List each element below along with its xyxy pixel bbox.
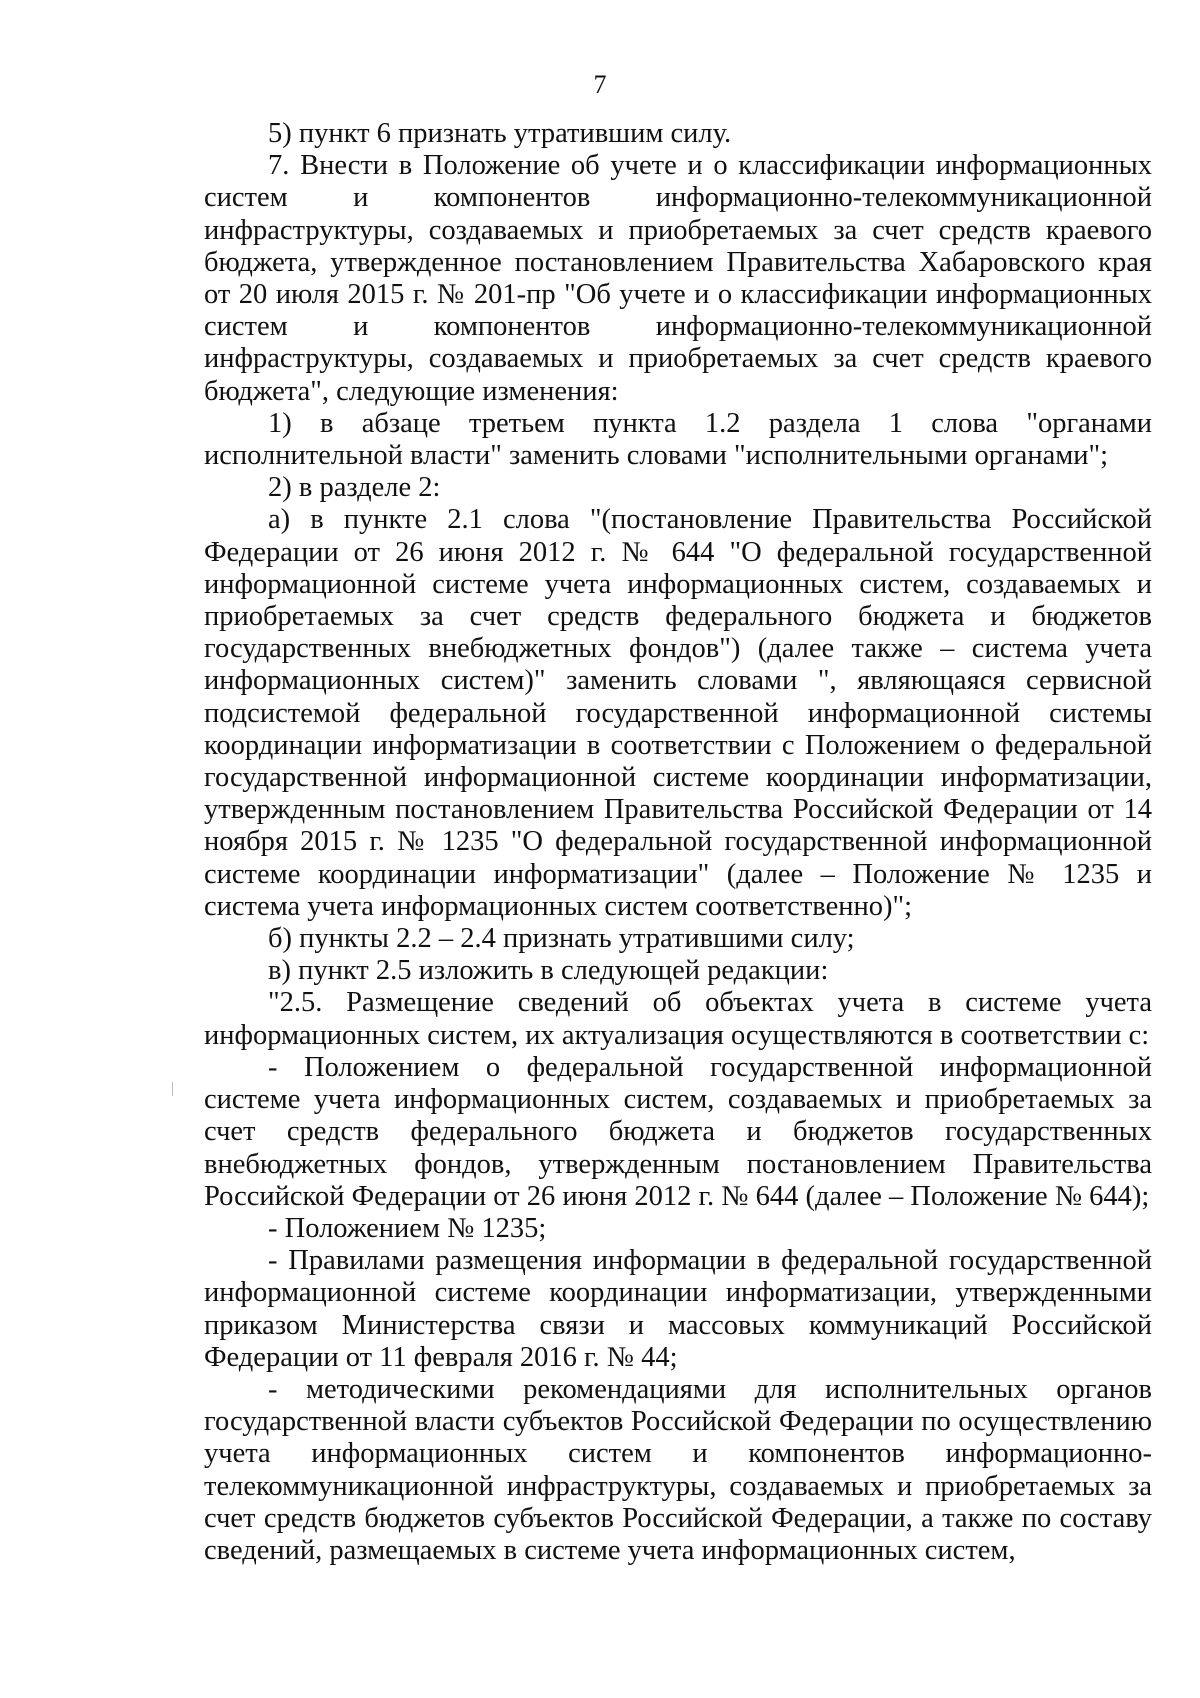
paragraph-clause-2-5: "2.5. Размещение сведений об объектах учета в системе учета информационных систем, их актуализация осуществляются в соответствии с: [204,987,1152,1051]
paragraph-subitem-a: а) в пункте 2.1 слова "(постановление Правительства Российской Федерации от 26 июня 2012 г. № 644 "О федеральной государственной информационной системе учета информационных систем, создаваемых и приобретаемых за счет средств федерального бюджета и бюджетов государственных внебюджетных фондов") (далее также – система учета информационных систем)" заменить словами ", являющаяся сервисной подсистемой федеральной государственной информационной системы координации информатизации в соответствии с Положением о федеральной государственной информационной системе координации информатизации, утвержденным постановлением Правительства Российской Федерации от 14 ноября 2015 г. № 1235 "О федеральной государственной информационной системе координации информатизации" (далее – Положение № 1235 и система учета информационных систем соответственно)"; [204,504,1152,922]
paragraph-subitem-2: 2) в разделе 2: [268,472,441,504]
page-number: 7 [593,70,607,99]
margin-mark [172,1082,173,1096]
document-body [204,118,1152,1567]
paragraph-list-item-rules: - Правилами размещения информации в федеральной государственной информационной системе координации информатизации, утвержденными приказом Министерства связи и массовых коммуникаций Российской Федерации от 11 февраля 2016 г. № 44; [204,1245,1152,1373]
paragraph-subitem-b: б) пункты 2.2 – 2.4 признать утратившими силу; [268,923,855,955]
paragraph-list-item-guidelines: - методическими рекомендациями для исполнительных органов государственной власти субъектов Российской Федерации по осуществлению учета информационных систем и компонентов информационно-телекоммуникационной инфраструктуры, создаваемых и приобретаемых за счет средств бюджетов субъектов Российской Федерации, а также по составу сведений, размещаемых в системе учета информационных систем, [204,1373,1152,1566]
paragraph-list-item-644: - Положением о федеральной государственной информационной системе учета информационных систем, создаваемых и приобретаемых за счет средств федерального бюджета и бюджетов государственных внебюджетных фондов, утвержденным постановлением Правительства Российской Федерации от 26 июня 2012 г. № 644 (далее – Положение № 644); [204,1051,1152,1212]
paragraph-item-7: 7. Внести в Положение об учете и о классификации информационных систем и компонентов информационно-телекоммуникационной инфраструктуры, создаваемых и приобретаемых за счет средств краевого бюджета, утвержденное постановлением Правительства Хабаровского края от 20 июля 2015 г. № 201-пр "Об учете и о классификации информационных систем и компонентов информационно-телекоммуникационной инфраструктуры, создаваемых и приобретаемых за счет средств краевого бюджета", следующие изменения: [204,150,1152,407]
paragraph-subitem-1: 1) в абзаце третьем пункта 1.2 раздела 1 слова "органами исполнительной власти" заменить словами "исполнительными органами"; [204,407,1152,472]
paragraph-subitem-v: в) пункт 2.5 изложить в следующей редакции: [268,955,829,987]
paragraph-list-item-1235: - Положением № 1235; [268,1212,547,1244]
paragraph-item-5: 5) пункт 6 признать утратившим силу. [268,118,732,149]
